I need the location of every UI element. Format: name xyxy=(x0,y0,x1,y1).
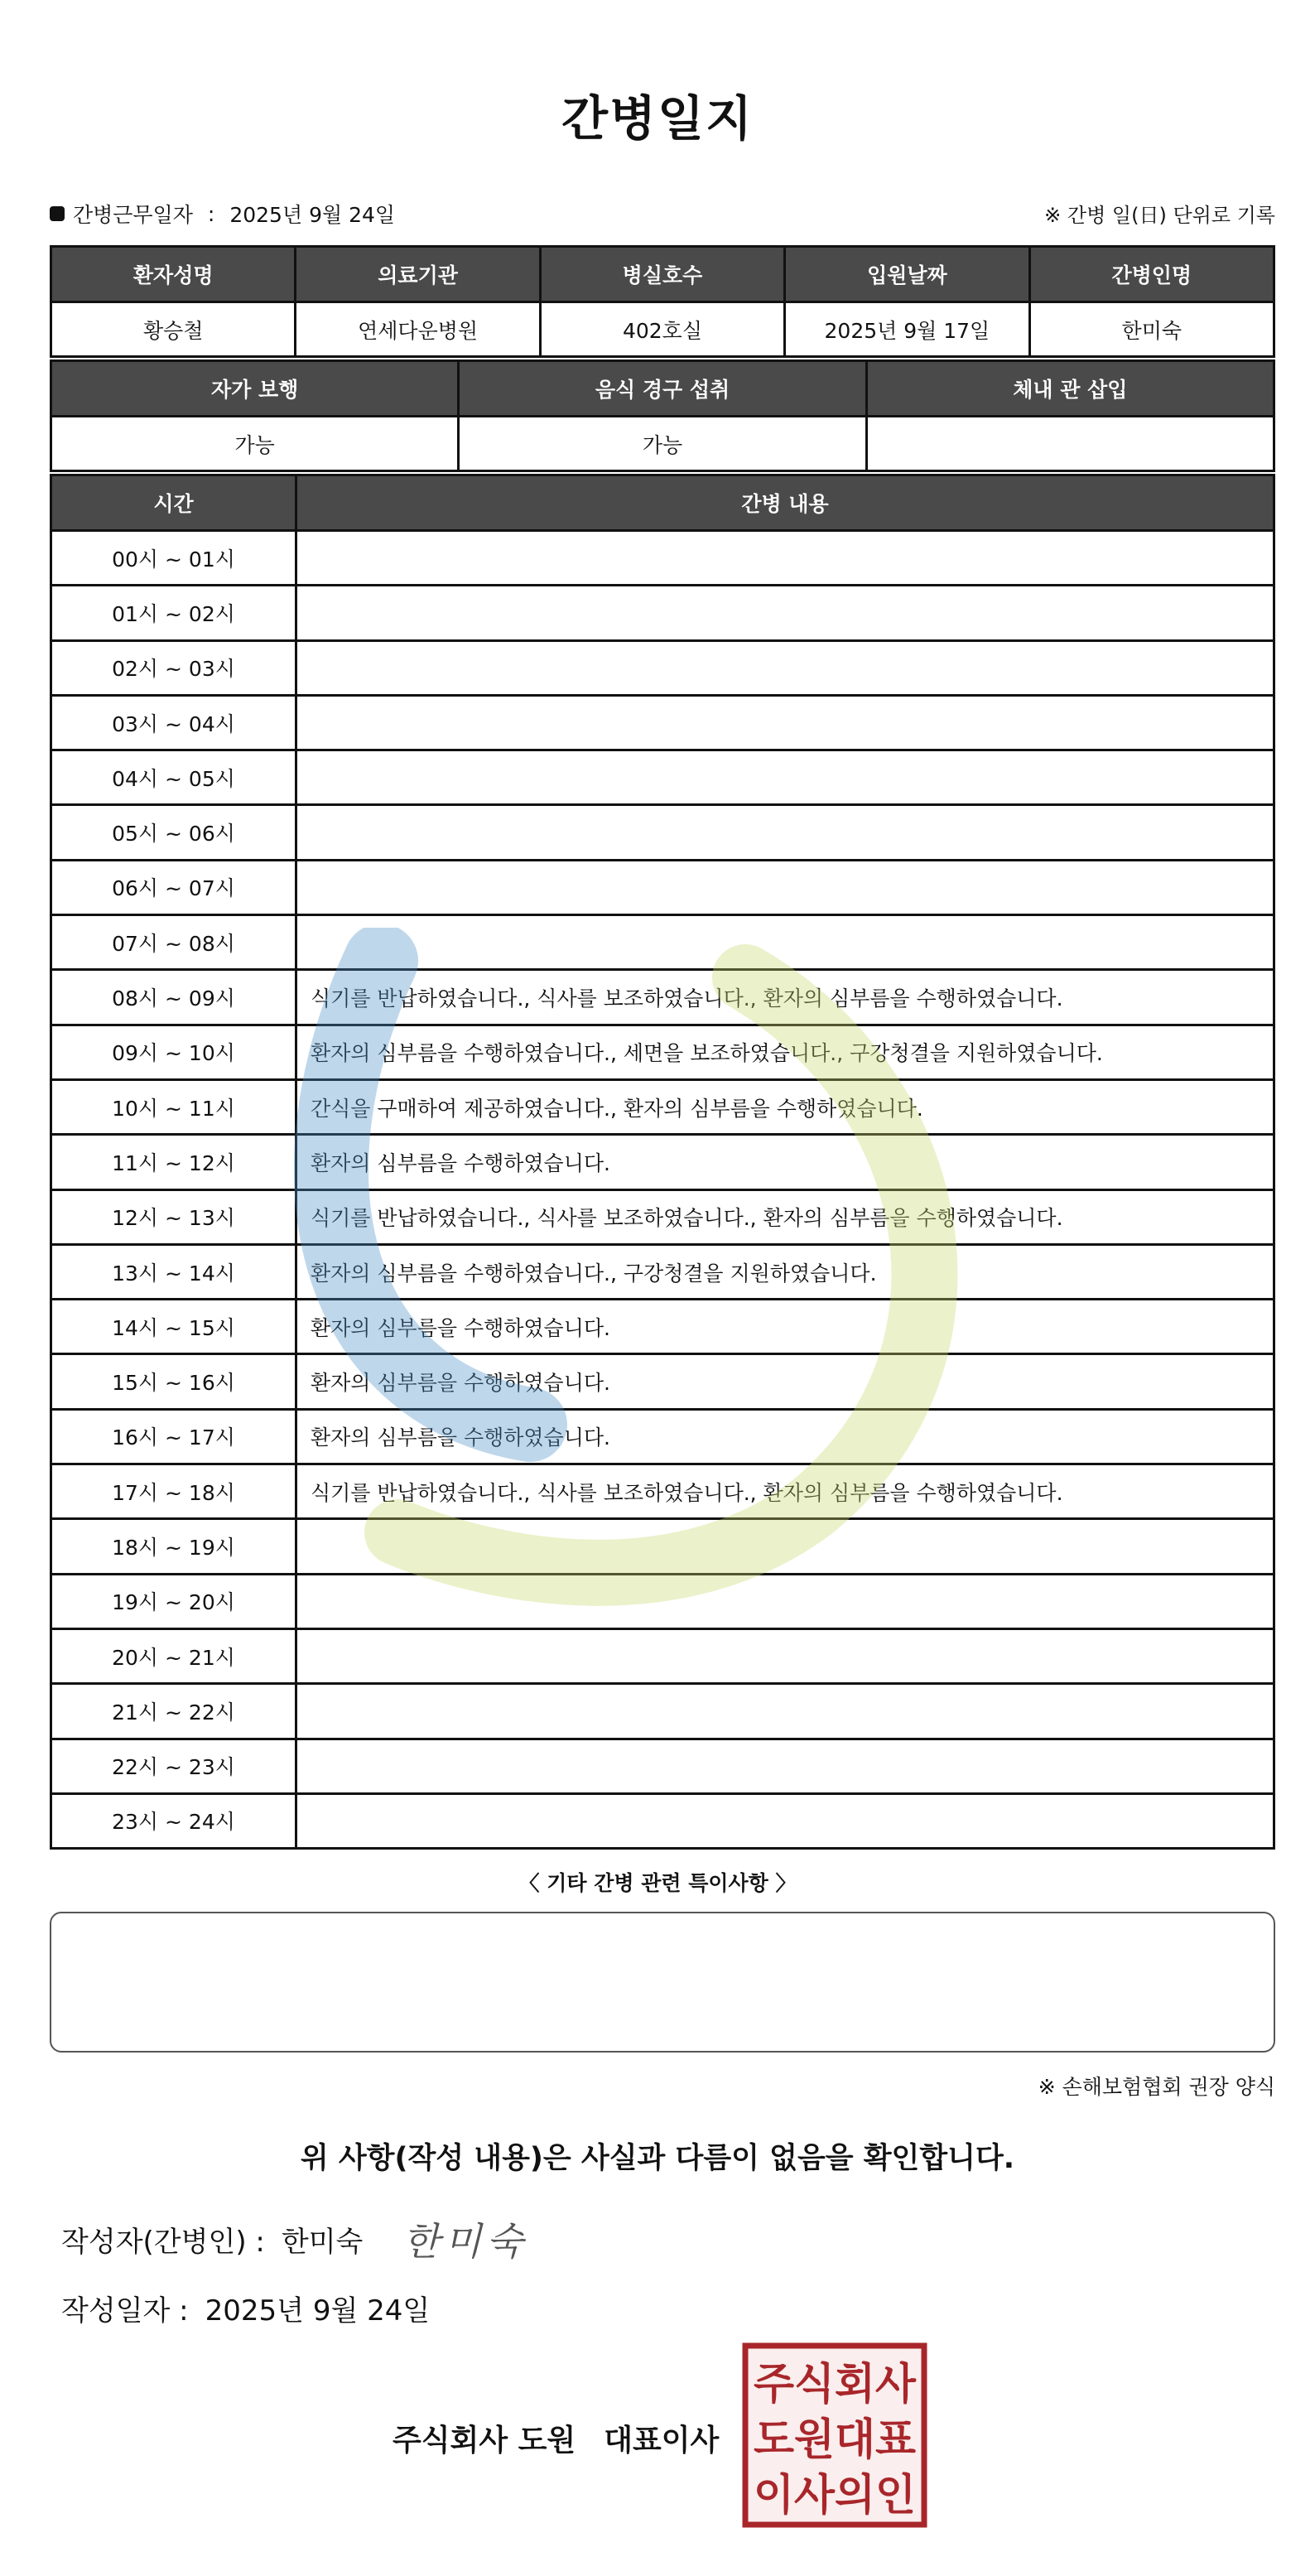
care-log-content xyxy=(296,1793,1274,1848)
work-date-row xyxy=(50,199,1275,232)
care-log-content xyxy=(296,1574,1274,1628)
care-log-content: 식기를 반납하였습니다., 식사를 보조하였습니다., 환자의 심부름을 수행하였습니다. xyxy=(296,970,1274,1025)
care-log-row xyxy=(51,970,1274,1025)
care-log-row xyxy=(51,750,1274,805)
care-log-content: 환자의 심부름을 수행하였습니다. xyxy=(296,1354,1274,1409)
care-log-content xyxy=(296,695,1274,750)
care-log-time: 07시 ~ 08시 xyxy=(51,915,296,970)
patient-status-table xyxy=(50,359,1275,472)
header-tube-insertion: 체내 관 삽입 xyxy=(866,361,1274,417)
header-care-content: 간병 내용 xyxy=(296,475,1274,531)
care-log-time: 09시 ~ 10시 xyxy=(51,1025,296,1079)
care-log-time: 08시 ~ 09시 xyxy=(51,970,296,1025)
daily-record-note: ※ 간병 일(日) 단위로 기록 xyxy=(1044,204,1275,227)
care-log-row xyxy=(51,1574,1274,1628)
care-log-time: 22시 ~ 23시 xyxy=(51,1739,296,1793)
care-log-header-row xyxy=(51,475,1274,531)
header-caregiver-name: 간병인명 xyxy=(1029,247,1274,302)
care-log-row xyxy=(51,805,1274,860)
header-room-number: 병실호수 xyxy=(540,247,784,302)
care-log-row xyxy=(51,1739,1274,1793)
care-log-row xyxy=(51,531,1274,586)
care-log-time: 02시 ~ 03시 xyxy=(51,640,296,695)
care-log-row xyxy=(51,860,1274,914)
care-log-row xyxy=(51,1079,1274,1134)
care-log-content xyxy=(296,915,1274,970)
care-log-content xyxy=(296,1628,1274,1683)
care-log-content xyxy=(296,1739,1274,1793)
care-log-time: 21시 ~ 22시 xyxy=(51,1684,296,1739)
written-date-label: 작성일자 : xyxy=(61,2294,189,2328)
care-log-time: 14시 ~ 15시 xyxy=(51,1300,296,1354)
patient-status-value-row xyxy=(51,417,1274,471)
care-log-time: 19시 ~ 20시 xyxy=(51,1574,296,1628)
seal-text xyxy=(754,2360,917,2521)
square-bullet-icon xyxy=(50,206,65,221)
care-log-time: 17시 ~ 18시 xyxy=(51,1464,296,1519)
care-log-table xyxy=(50,474,1275,1850)
header-self-walking: 자가 보행 xyxy=(51,361,459,417)
care-log-content xyxy=(296,640,1274,695)
writer-signature: 한미숙 xyxy=(402,2219,528,2264)
written-date-row xyxy=(61,2288,430,2328)
care-log-row xyxy=(51,1464,1274,1519)
care-log-time: 12시 ~ 13시 xyxy=(51,1189,296,1244)
care-log-row xyxy=(51,1519,1274,1574)
company-seal-stamp xyxy=(742,2342,927,2528)
header-patient-name: 환자성명 xyxy=(51,247,296,302)
care-log-time: 10시 ~ 11시 xyxy=(51,1079,296,1134)
care-log-row xyxy=(51,1189,1274,1244)
care-log-time: 00시 ~ 01시 xyxy=(51,531,296,586)
care-log-row xyxy=(51,695,1274,750)
header-hospital: 의료기관 xyxy=(296,247,540,302)
care-log-content: 식기를 반납하였습니다., 식사를 보조하였습니다., 환자의 심부름을 수행하였습니다. xyxy=(296,1464,1274,1519)
care-log-row xyxy=(51,1300,1274,1354)
care-log-content: 환자의 심부름을 수행하였습니다., 세면을 보조하였습니다., 구강청결을 지원하였습니다. xyxy=(296,1025,1274,1079)
header-oral-intake: 음식 경구 섭취 xyxy=(459,361,866,417)
care-log-time: 15시 ~ 16시 xyxy=(51,1354,296,1409)
admission-date-value: 2025년 9월 17일 xyxy=(785,302,1029,357)
care-log-row xyxy=(51,1684,1274,1739)
care-log-content: 간식을 구매하여 제공하였습니다., 환자의 심부름을 수행하였습니다. xyxy=(296,1079,1274,1134)
care-log-time: 18시 ~ 19시 xyxy=(51,1519,296,1574)
care-log-row xyxy=(51,1628,1274,1683)
care-log-content: 환자의 심부름을 수행하였습니다. xyxy=(296,1300,1274,1354)
written-date-value: 2025년 9월 24일 xyxy=(205,2294,431,2328)
care-log-row xyxy=(51,1025,1274,1079)
care-log-time: 04시 ~ 05시 xyxy=(51,750,296,805)
care-log-content: 환자의 심부름을 수행하였습니다. xyxy=(296,1135,1274,1189)
patient-status-header-row xyxy=(51,361,1274,417)
oral-intake-value: 가능 xyxy=(459,417,866,471)
care-log-row xyxy=(51,1244,1274,1299)
association-note: ※ 손해보험협회 권장 양식 xyxy=(1038,2075,1275,2099)
care-log-time: 11시 ~ 12시 xyxy=(51,1135,296,1189)
care-log-row xyxy=(51,640,1274,695)
self-walking-value: 가능 xyxy=(51,417,459,471)
care-log-content xyxy=(296,586,1274,640)
patient-info-value-row xyxy=(51,302,1274,357)
care-log-content: 식기를 반납하였습니다., 식사를 보조하였습니다., 환자의 심부름을 수행하였습니다. xyxy=(296,1189,1274,1244)
care-log-time: 05시 ~ 06시 xyxy=(51,805,296,860)
seal-line-1: 주식회사 xyxy=(754,2360,917,2410)
care-log-time: 03시 ~ 04시 xyxy=(51,695,296,750)
care-log-row xyxy=(51,1354,1274,1409)
caregiver-name-value: 한미숙 xyxy=(1029,302,1274,357)
work-date-value: 2025년 9월 24일 xyxy=(229,203,396,227)
care-log-time: 23시 ~ 24시 xyxy=(51,1793,296,1848)
care-log-time: 16시 ~ 17시 xyxy=(51,1409,296,1464)
confirmation-statement: 위 사항(작성 내용)은 사실과 다름이 없음을 확인합니다. xyxy=(300,2142,1015,2175)
writer-name: 한미숙 xyxy=(281,2225,364,2259)
seal-line-2: 도원대표 xyxy=(754,2415,916,2465)
care-log-content xyxy=(296,750,1274,805)
writer-label: 작성자(간병인) : xyxy=(61,2225,265,2259)
header-time: 시간 xyxy=(51,475,296,531)
care-log-content: 환자의 심부름을 수행하였습니다. xyxy=(296,1409,1274,1464)
header-admission-date: 입원날짜 xyxy=(785,247,1029,302)
seal-line-3: 이사의인 xyxy=(754,2471,916,2521)
care-log-body xyxy=(51,531,1274,1849)
company-role: 대표이사 xyxy=(604,2424,720,2458)
document-title: 간병일지 xyxy=(561,90,754,147)
care-log-content xyxy=(296,860,1274,914)
patient-name-value: 황승철 xyxy=(51,302,296,357)
care-log-content xyxy=(296,805,1274,860)
hospital-value: 연세다운병원 xyxy=(296,302,540,357)
work-date-info xyxy=(50,199,395,229)
company-name: 주식회사 도원 xyxy=(393,2424,576,2458)
care-log-content xyxy=(296,1684,1274,1739)
room-number-value: 402호실 xyxy=(540,302,784,357)
patient-info-table xyxy=(50,245,1275,358)
care-log-time: 13시 ~ 14시 xyxy=(51,1244,296,1299)
care-log-content: 환자의 심부름을 수행하였습니다., 구강청결을 지원하였습니다. xyxy=(296,1244,1274,1299)
care-log-row xyxy=(51,915,1274,970)
care-log-content xyxy=(296,531,1274,586)
tube-insertion-value xyxy=(866,417,1274,471)
patient-info-header-row xyxy=(51,247,1274,302)
care-log-row xyxy=(51,1135,1274,1189)
care-log-content xyxy=(296,1519,1274,1574)
work-date-label: 간병근무일자 xyxy=(73,203,193,227)
work-date-separator: : xyxy=(207,201,215,226)
care-log-time: 06시 ~ 07시 xyxy=(51,860,296,914)
care-log-row xyxy=(51,1793,1274,1848)
care-log-time: 20시 ~ 21시 xyxy=(51,1628,296,1683)
care-log-row xyxy=(51,586,1274,640)
care-log-row xyxy=(51,1409,1274,1464)
writer-row xyxy=(61,2212,528,2266)
care-log-time: 01시 ~ 02시 xyxy=(51,586,296,640)
special-notes-box xyxy=(50,1912,1275,2053)
company-signoff xyxy=(393,2417,719,2459)
special-notes-title: 〈 기타 간병 관련 특이사항 〉 xyxy=(518,1871,797,1895)
